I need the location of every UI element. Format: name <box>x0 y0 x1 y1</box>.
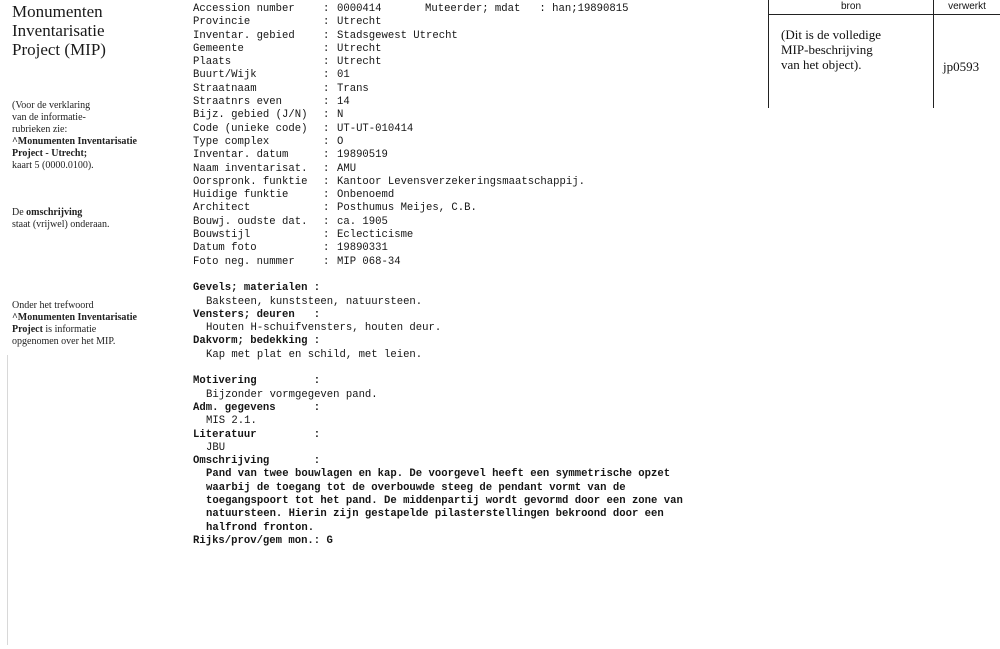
field-label: Huidige funktie <box>193 189 289 202</box>
field-label: Gemeente <box>193 42 244 55</box>
note-line: opgenomen over het MIP. <box>12 336 116 347</box>
sidebar <box>0 0 175 649</box>
field-colon: : <box>323 29 330 42</box>
section-text: JBU <box>206 441 226 454</box>
field-row <box>193 189 683 202</box>
title-line: Inventarisatie <box>12 21 105 40</box>
field-value: UT-UT-010414 <box>337 122 414 135</box>
keyword-note <box>12 300 137 348</box>
column-header-bron: bron <box>840 1 861 12</box>
field-row <box>193 96 683 109</box>
column-divider <box>933 0 934 108</box>
field-value: Utrecht <box>337 56 382 69</box>
field-colon: : <box>323 162 330 175</box>
field-value: Utrecht <box>337 42 382 55</box>
field-label: Plaats <box>193 56 232 69</box>
field-value: O <box>337 135 344 148</box>
field-row <box>193 69 683 82</box>
description-line: waarbij de toegang tot de overbouwde steeg de pendant vormt van de <box>206 481 626 494</box>
field-value: Stadsgewest Utrecht <box>337 29 458 42</box>
field-colon: : <box>323 255 330 268</box>
title-line: Monumenten <box>12 2 103 21</box>
field-row <box>193 242 683 255</box>
note-line: van de informatie- <box>12 112 86 123</box>
note-line: staat (vrijwel) onderaan. <box>12 219 110 230</box>
margin-line <box>7 355 8 645</box>
section-text: Houten H-schuifvensters, houten deur. <box>206 322 442 335</box>
note-text: is informatie <box>42 324 97 335</box>
section-heading: Motivering : <box>193 375 321 388</box>
column-header-verwerkt: verwerkt <box>948 1 986 12</box>
field-colon: : <box>323 96 330 109</box>
field-value: Onbenoemd <box>337 189 395 202</box>
section-heading: Omschrijving : <box>193 455 321 468</box>
field-colon: : <box>323 82 330 95</box>
field-label: Bijz. gebied (J/N) <box>193 109 308 122</box>
field-label: Bouwstijl <box>193 229 251 242</box>
note-line: (Voor de verklaring <box>12 100 91 111</box>
field-colon: : <box>323 3 330 15</box>
field-colon: : <box>323 149 330 162</box>
note-reference-bold: Project - Utrecht; <box>12 148 88 159</box>
field-label: Provincie <box>193 16 251 29</box>
field-label: Straatnrs even <box>193 96 283 109</box>
header-divider <box>769 14 1000 15</box>
monument-status-value: G <box>326 534 333 547</box>
field-row <box>193 229 683 242</box>
section-heading: Adm. gegevens : <box>193 401 321 414</box>
field-label: Bouwj. oudste dat. <box>193 215 308 228</box>
field-colon: : <box>323 215 330 228</box>
section-heading: Vensters; deuren : <box>193 308 321 321</box>
field-label: Type complex <box>193 135 270 148</box>
field-value: ca. 1905 <box>337 215 388 228</box>
field-value: Eclecticisme <box>337 229 414 242</box>
field-label: Architect <box>193 202 251 215</box>
field-label: Code (unieke code) <box>193 122 308 135</box>
field-colon: : <box>323 122 330 135</box>
field-row <box>193 176 683 189</box>
source-table <box>768 0 1000 108</box>
note-line: kaart 5 (0000.0100). <box>12 160 94 171</box>
field-colon: : <box>323 229 330 242</box>
section-heading: Dakvorm; bedekking : <box>193 335 321 348</box>
field-row <box>193 216 683 229</box>
field-colon: : <box>323 109 330 122</box>
section-text: MIS 2.1. <box>206 415 257 428</box>
note-bold: omschrijving <box>26 207 83 218</box>
field-row <box>193 16 683 29</box>
field-colon: : <box>323 69 330 82</box>
field-label: Inventar. gebied <box>193 29 295 42</box>
field-row <box>193 83 683 96</box>
note-line: Onder het trefwoord <box>12 300 94 311</box>
field-label: Buurt/Wijk <box>193 69 257 82</box>
title-line: Project (MIP) <box>12 40 106 59</box>
field-label: Straatnaam <box>193 82 257 95</box>
field-value: Trans <box>337 82 369 95</box>
field-value: 0000414 <box>337 3 382 15</box>
field-row <box>193 149 683 162</box>
field-colon: : <box>323 242 330 255</box>
field-row <box>193 56 683 69</box>
field-list <box>193 3 683 269</box>
field-colon: : <box>323 16 330 29</box>
description-line: toegangspoort tot het pand. De middenpartij wordt gevormd door een zone van <box>206 494 683 507</box>
field-value: 01 <box>337 69 350 82</box>
field-row <box>193 163 683 176</box>
field-colon: : <box>323 135 330 148</box>
section-heading: Rijks/prov/gem mon.: <box>193 534 321 547</box>
field-value: 19890331 <box>337 242 388 255</box>
note-line: rubrieken zie: <box>12 124 68 135</box>
note-text: De <box>12 207 27 218</box>
field-colon: : <box>323 189 330 202</box>
field-colon: : <box>323 56 330 69</box>
field-row <box>193 30 683 43</box>
field-row <box>193 109 683 122</box>
field-label: Inventar. datum <box>193 149 289 162</box>
field-colon: : <box>323 42 330 55</box>
note-reference-bold: ^Monumenten Inventarisatie <box>12 136 137 147</box>
field-row <box>193 256 683 269</box>
section-heading: Gevels; materialen : <box>193 282 321 295</box>
record-body <box>193 3 683 548</box>
mutator-value: han;19890815 <box>552 3 629 15</box>
note-bold: Project <box>12 324 43 335</box>
explanation-note <box>12 100 137 172</box>
field-value: AMU <box>337 162 357 175</box>
field-label: Oorspronk. funktie <box>193 175 308 188</box>
field-value: N <box>337 109 344 122</box>
field-label: Naam inventarisat. <box>193 162 308 175</box>
section-text: Kap met plat en schild, met leien. <box>206 348 423 361</box>
mutator-field: Muteerder; mdat : han;19890815 <box>425 3 629 15</box>
monument-status-row <box>193 535 683 548</box>
field-label: Accession number <box>193 3 295 15</box>
field-label: Foto neg. nummer <box>193 255 295 268</box>
section-heading: Literatuur : <box>193 428 321 441</box>
field-value: Posthumus Meijes, C.B. <box>337 202 477 215</box>
description-line: natuursteen. Hierin zijn gestapelde pilasterstellingen bekroond door een <box>206 508 664 521</box>
section-text: Bijzonder vormgegeven pand. <box>206 388 378 401</box>
description-line: halfrond fronton. <box>206 521 315 534</box>
field-value: 14 <box>337 96 350 109</box>
field-row <box>193 123 683 136</box>
field-label: Datum foto <box>193 242 257 255</box>
description-location-note <box>12 207 109 231</box>
field-row <box>193 43 683 56</box>
field-row <box>193 136 683 149</box>
note-bold: ^Monumenten Inventarisatie <box>12 312 137 323</box>
field-colon: : <box>323 175 330 188</box>
field-row <box>193 202 683 215</box>
source-description: (Dit is de volledige MIP-beschrijving van het object). <box>781 27 882 72</box>
page-title <box>12 2 106 59</box>
field-value: 19890519 <box>337 149 388 162</box>
field-row <box>193 3 683 16</box>
field-value: Utrecht <box>337 16 382 29</box>
description-line: Pand van twee bouwlagen en kap. De voorgevel heeft een symmetrische opzet <box>206 468 671 481</box>
mutator-label: Muteerder; mdat <box>425 3 521 15</box>
processed-code: jp0593 <box>943 59 980 74</box>
field-value: MIP 068-34 <box>337 255 401 268</box>
section-text: Baksteen, kunststeen, natuursteen. <box>206 295 423 308</box>
field-colon: : <box>323 202 330 215</box>
field-value: Kantoor Levensverzekeringsmaatschappij. <box>337 175 585 188</box>
